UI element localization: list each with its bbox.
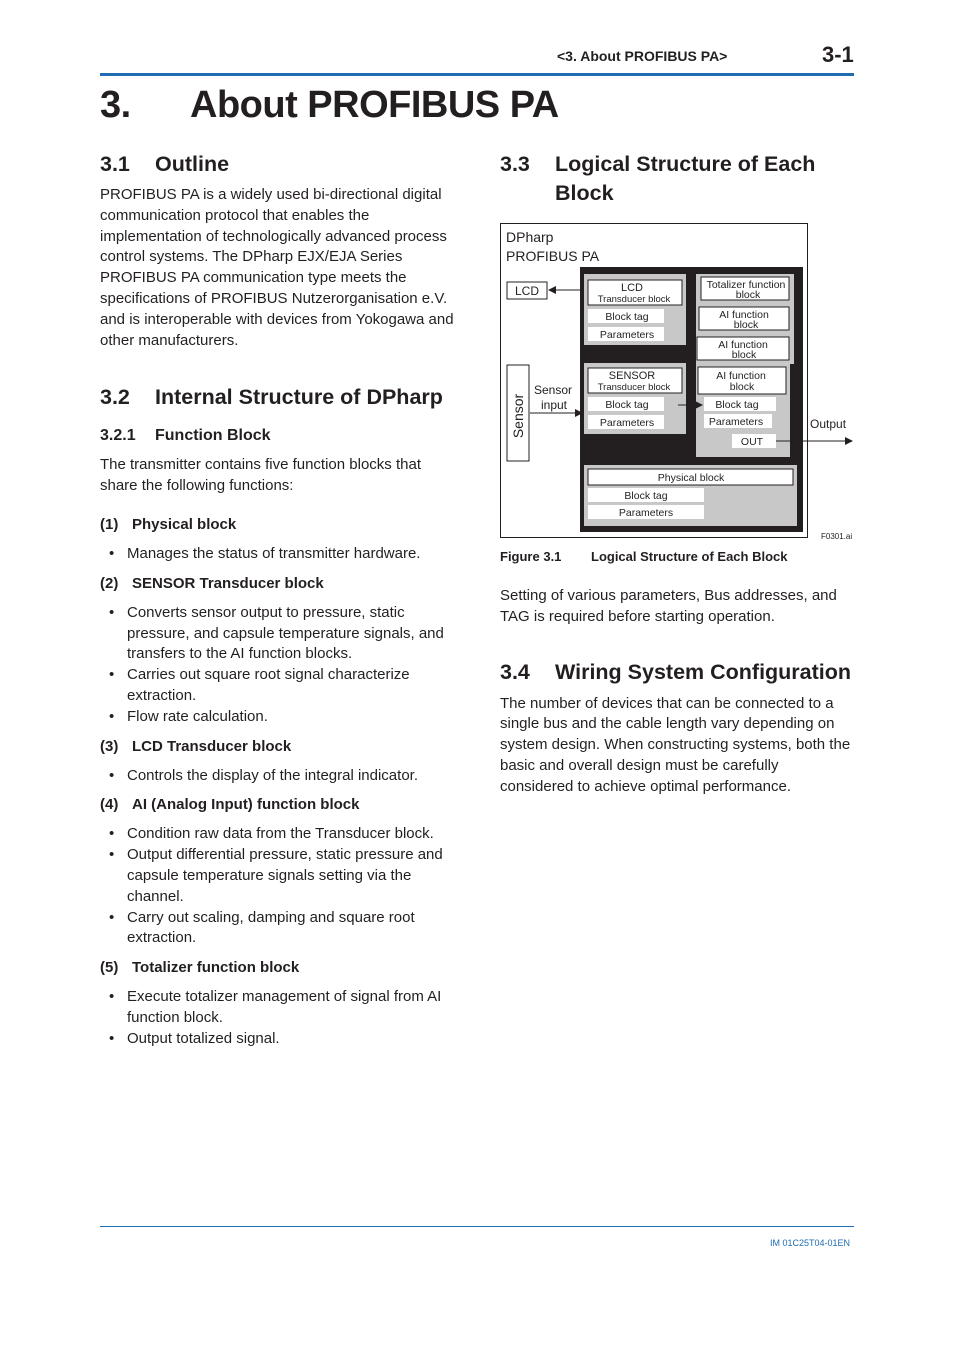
sensor-block-list xyxy=(100,603,456,728)
chapter-number: 3. xyxy=(100,84,131,126)
physical-block-list xyxy=(100,544,456,565)
output-label: Output xyxy=(810,417,847,431)
function-block-paragraph: The transmitter contains five function blocks that share the following functions: xyxy=(100,456,421,495)
lcd-block-tag: Block tag xyxy=(605,311,649,323)
list-item: • Carries out square root signal characterize extraction. xyxy=(100,665,456,707)
ai-block-list xyxy=(100,824,456,949)
figure-3-1 xyxy=(500,150,854,550)
list-item: • Condition raw data from the Transducer block. xyxy=(100,824,456,845)
block-heading-totalizer: (5) Totalizer function block xyxy=(100,959,300,977)
block-heading-lcd: (3) LCD Transducer block xyxy=(100,737,292,755)
section-heading-3-2-1: 3.2.1 Function Block xyxy=(100,427,271,445)
ai1-title-2: block xyxy=(733,319,759,331)
section-heading-3-1: 3.1 Outline xyxy=(100,152,230,176)
figure-caption: Figure 3.1 Logical Structure of Each Block xyxy=(500,549,788,564)
section-heading-3-3: 3.3 Logical Structure of Each Block xyxy=(500,152,816,205)
lcd-transducer-title-1: LCD xyxy=(620,282,644,294)
figure-file-id: F0301.ai xyxy=(821,532,853,541)
setting-paragraph: Setting of various parameters, Bus addresses, and TAG is required before starting operation. xyxy=(500,587,837,625)
list-item: • Converts sensor output to pressure, static pressure, and capsule temperature signals, and transfers to the AI function blocks. xyxy=(100,603,456,665)
totalizer-title-1: Totalizer function xyxy=(706,279,786,291)
sensor-box-label: Sensor xyxy=(510,393,526,439)
physical-parameters: Parameters xyxy=(618,507,674,519)
list-item: • Controls the display of the integral indicator. xyxy=(100,766,456,787)
block-list xyxy=(100,515,456,1050)
running-header: <3. About PROFIBUS PA> xyxy=(557,48,728,64)
chapter-title-text: About PROFIBUS PA xyxy=(190,84,559,126)
ai3-block-tag: Block tag xyxy=(715,399,759,411)
ai1-title-1: AI function xyxy=(719,309,769,321)
block-heading-sensor: (2) SENSOR Transducer block xyxy=(100,574,324,592)
out-label: OUT xyxy=(740,436,764,448)
ai3-title-2: block xyxy=(729,381,755,393)
sensor-parameters: Parameters xyxy=(599,417,655,429)
header-rule xyxy=(100,73,854,76)
list-item: • Output differential pressure, static pressure and capsule temperature signals setting via the channel. xyxy=(100,845,456,907)
sensor-input-label-2: input xyxy=(540,398,568,412)
page-number: 3-1 xyxy=(822,42,854,67)
device-label-2: PROFIBUS PA xyxy=(506,248,600,264)
list-item: • Flow rate calculation. xyxy=(100,707,456,728)
totalizer-block-list xyxy=(100,987,456,1049)
lcd-transducer-title-2: Transducer block xyxy=(597,294,671,305)
wiring-paragraph: The number of devices that can be connected to a single bus and the cable length vary depending on system design. When constructing systems, both the basic and overall design must be carefully considered to achieve optimal performance. xyxy=(500,694,851,795)
right-column-lower xyxy=(500,586,856,798)
sensor-transducer-title-2: Transducer block xyxy=(597,382,671,393)
totalizer-title-2: block xyxy=(735,289,761,301)
lcd-box-label: LCD xyxy=(514,284,540,298)
section-heading-3-2: 3.2 Internal Structure of DPharp xyxy=(100,385,443,410)
block-heading-physical: (1) Physical block xyxy=(100,515,237,533)
logical-structure-diagram xyxy=(500,223,854,543)
list-item: • Output totalized signal. xyxy=(100,1029,456,1050)
lcd-block-list xyxy=(100,766,456,787)
sensor-input-label-1: Sensor xyxy=(533,383,573,397)
document-id: IM 01C25T04-01EN xyxy=(770,1238,851,1248)
ai3-parameters: Parameters xyxy=(708,416,764,428)
sensor-block-tag: Block tag xyxy=(605,399,649,411)
outline-paragraph: PROFIBUS PA is a widely used bi-directional digital communication protocol that enables the implementation of technologically advanced process control systems. The DPharp EJX/EJA Series PROFIBUS PA communication type meets the specifications of PROFIBUS Nutzerorganisation e.V. and is interoperable with devices from Yokogawa and other manufacturers. xyxy=(100,186,454,349)
list-item: • Manages the status of transmitter hardware. xyxy=(100,544,456,565)
chapter-title xyxy=(100,84,559,127)
ai2-title-2: block xyxy=(731,349,757,361)
physical-block-title: Physical block xyxy=(657,472,725,484)
block-heading-ai: (4) AI (Analog Input) function block xyxy=(100,796,360,814)
physical-block-tag: Block tag xyxy=(624,490,668,502)
section-heading-3-4: 3.4 Wiring System Configuration xyxy=(500,659,852,684)
list-item: • Carry out scaling, damping and square root extraction. xyxy=(100,908,456,950)
ai2-title-1: AI function xyxy=(718,339,768,351)
footer-rule xyxy=(100,1226,854,1227)
ai3-title-1: AI function xyxy=(716,370,766,382)
left-column xyxy=(100,150,456,1050)
list-item: • Execute totalizer management of signal from AI function block. xyxy=(100,987,456,1029)
device-label-1: DPharp xyxy=(506,229,554,245)
sensor-transducer-title-1: SENSOR xyxy=(608,370,656,382)
lcd-parameters: Parameters xyxy=(599,329,655,341)
